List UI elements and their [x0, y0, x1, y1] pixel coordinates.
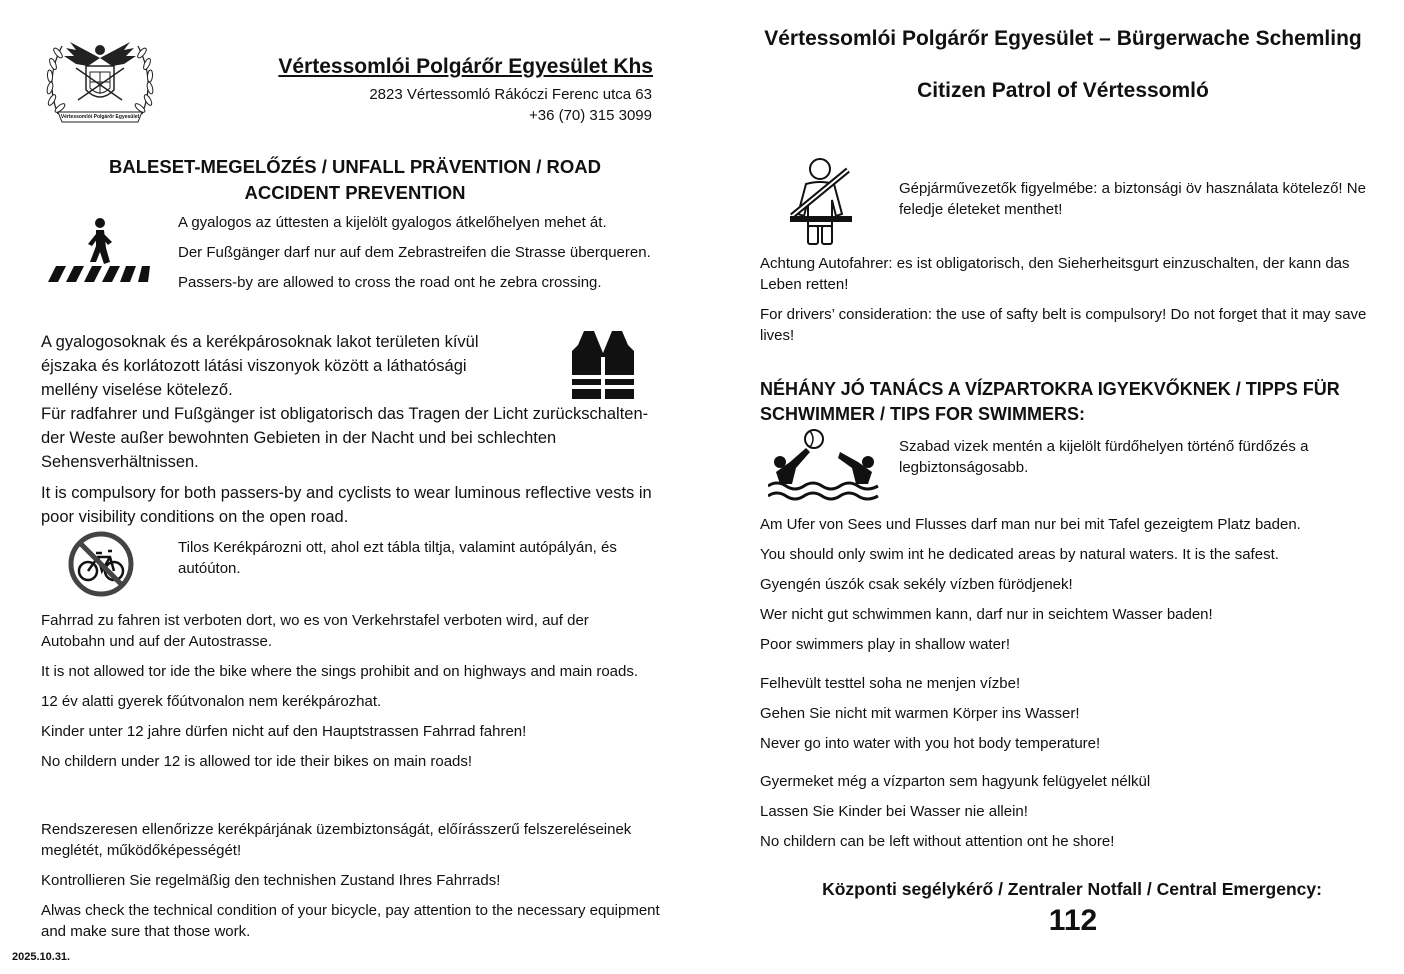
maintenance-text-de: Kontrollieren Sie regelmäßig den technishen Zustand Ihres Fahrrads! [41, 872, 501, 889]
pedestrian-text-en: Passers-by are allowed to cross the road ont he zebra crossing. [178, 274, 602, 291]
right-title-line2: Citizen Patrol of Vértessomló [917, 79, 1209, 102]
maintenance-text-en: Alwas check the technical condition of your bicycle, pay attention to the necessary equipment and make sure that those work. [41, 902, 660, 940]
org-name: Vértessomlói Polgárőr Egyesület Khs [278, 55, 653, 78]
reflective-vest-icon [572, 331, 634, 399]
swim-text-1: Szabad vizek mentén a kijelölt fürdőhelyen történő fürdőzés a legbiztonságosabb. [899, 438, 1309, 476]
seatbelt-text-de: Achtung Autofahrer: es ist obligatorisch, den Sieherheitsgurt einzuschalten, der kann das Leben retten! [760, 255, 1350, 293]
swim-text-7: Felhevült testtel soha ne menjen vízbe! [760, 675, 1021, 692]
child-rule-hu: 12 év alatti gyerek főútvonalon nem kerékpározhat. [41, 693, 382, 710]
logo-ribbon-text: Vértessomlói Polgárőr Egyesület [60, 114, 140, 120]
vest-text-de: Für radfahrer und Fußgänger ist obligatorisch das Tragen der Licht zurückschalten- der Weste außer bewohnten Gebieten in der Nacht und bei schlechten Sehensverhältnissen. [41, 405, 649, 471]
swim-text-4: Gyengén úszók csak sekély vízben fürödjenek! [760, 576, 1073, 593]
bike-ban-text-de: Fahrrad zu fahren ist verboten dort, wo es von Verkehrstafel verboten wird, auf der Autobahn und auf der Autostrasse. [41, 612, 589, 650]
emergency-label: Központi segélykérő / Zentraler Notfall / Central Emergency: [822, 879, 1322, 899]
org-phone: +36 (70) 315 3099 [528, 107, 652, 124]
pedestrian-crossing-icon [46, 214, 150, 284]
vest-text-en: It is compulsory for both passers-by and cyclists to wear luminous reflective vests in poor visibility conditions on the open road. [41, 484, 652, 526]
org-address: 2823 Vértessomló Rákóczi Ferenc utca 63 [369, 86, 652, 103]
swimmers-ball-icon [768, 428, 880, 502]
document-date: 2025.10.31. [12, 951, 71, 963]
seatbelt-text-hu: Gépjárművezetők figyelmébe: a biztonsági öv használata kötelező! Ne feledje életeket menthet! [899, 180, 1366, 218]
bike-ban-text-hu: Tilos Kerékpározni ott, ahol ezt tábla tiltja, valamint autópályán, és autóúton. [178, 539, 617, 577]
swim-text-3: You should only swim int he dedicated areas by natural waters. It is the safest. [760, 546, 1279, 563]
swim-text-12: No childern can be left without attention ont he shore! [760, 833, 1115, 850]
swim-text-5: Wer nicht gut schwimmen kann, darf nur in seichtem Wasser baden! [760, 606, 1213, 623]
swim-text-11: Lassen Sie Kinder bei Wasser nie allein! [760, 803, 1028, 820]
swim-text-8: Gehen Sie nicht mit warmen Körper ins Wasser! [760, 705, 1080, 722]
emergency-number: 112 [1048, 904, 1098, 937]
right-title-line1: Vértessomlói Polgárőr Egyesület – Bürgerwache Schemling [764, 27, 1362, 50]
pedestrian-text-hu: A gyalogos az úttesten a kijelölt gyalogos átkelőhelyen mehet át. [178, 214, 607, 231]
swimmers-heading: NÉHÁNY JÓ TANÁCS A VÍZPARTOKRA IGYEKVŐKNEK / TIPPS FÜR SCHWIMMER / TIPS FOR SWIMMERS: [760, 379, 1340, 424]
child-rule-de: Kinder unter 12 jahre dürfen nicht auf den Hauptstrassen Fahrrad fahren! [41, 723, 527, 740]
maintenance-text-hu: Rendszeresen ellenőrizze kerékpárjának üzembiztonságát, előírásszerű felszereléseinek meglétét, működőképességét! [41, 821, 632, 859]
accident-prevention-heading: BALESET-MEGELŐZÉS / UNFALL PRÄVENTION / ROAD ACCIDENT PREVENTION [109, 156, 601, 203]
swim-text-9: Never go into water with you hot body temperature! [760, 735, 1101, 752]
eagle-emblem-icon [40, 28, 160, 132]
seatbelt-text-en: For drivers’ consideration: the use of safty belt is compulsory! Do not forget that it may save lives! [760, 306, 1367, 344]
swim-text-2: Am Ufer von Sees und Flusses darf man nur bei mit Tafel gezeigtem Platz baden. [760, 516, 1301, 533]
child-rule-en: No childern under 12 is allowed tor ide their bikes on main roads! [41, 753, 473, 770]
swim-text-6: Poor swimmers play in shallow water! [760, 636, 1011, 653]
bike-ban-text-en: It is not allowed tor ide the bike where the sings prohibit and on highways and main roads. [41, 663, 639, 680]
pedestrian-text-de: Der Fußgänger darf nur auf dem Zebrastreifen die Strasse überqueren. [178, 244, 651, 261]
vest-text-hu: A gyalogosoknak és a kerékpárosoknak lakot területen kívül éjszaka és korlátozott látási viszonyok között a láthatósági mellény viselése kötelező. [41, 333, 479, 399]
swim-text-10: Gyermeket még a vízparton sem hagyunk felügyelet nélkül [760, 773, 1151, 790]
seatbelt-person-icon [786, 156, 856, 246]
no-bicycle-icon [68, 531, 134, 597]
